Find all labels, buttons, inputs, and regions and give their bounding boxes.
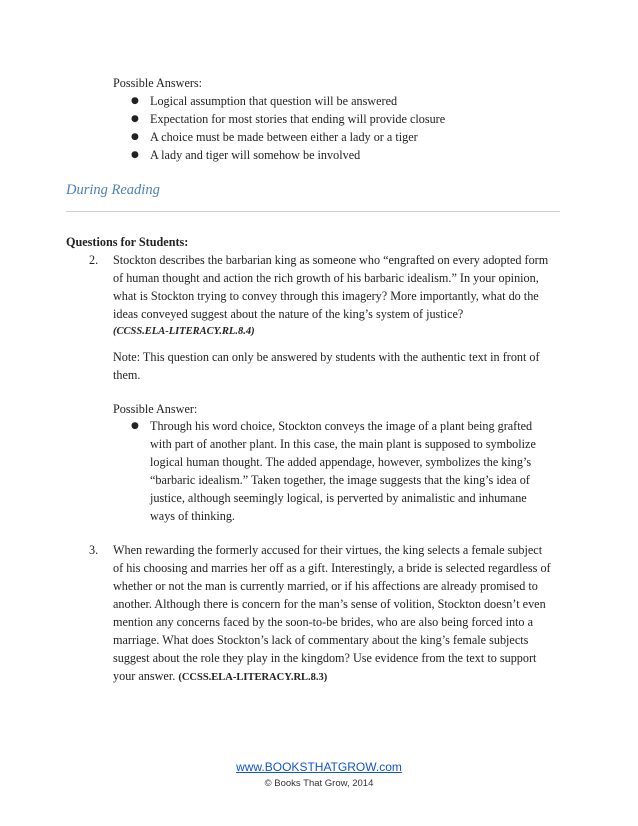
list-item: Expectation for most stories that ending will provide closure bbox=[150, 112, 446, 126]
list-item: Logical assumption that question will be answered bbox=[150, 94, 398, 108]
question-3-line: of his choosing and marries her off as a gift. Interestingly, a bride is selected regardless of bbox=[113, 561, 551, 575]
answer-line: logical human thought. The added appendage, however, symbolizes the king’s bbox=[150, 455, 532, 469]
note-line: Note: This question can only be answered by students with the authentic text in front of bbox=[113, 350, 540, 364]
heading-divider bbox=[66, 211, 560, 212]
bullet-icon: ● bbox=[131, 421, 139, 431]
question-3-line-text: your answer. bbox=[113, 669, 176, 683]
bullet-icon: ● bbox=[131, 132, 139, 142]
question-3-line: another. Although there is concern for the man’s sense of volition, Stockton doesn’t even bbox=[113, 597, 546, 611]
footer-link-row bbox=[0, 760, 638, 774]
bullet-icon: ● bbox=[131, 96, 139, 106]
possible-answers-label: Possible Answers: bbox=[113, 76, 203, 90]
bullet-icon: ● bbox=[131, 114, 139, 124]
footer-website-link[interactable]: www.BOOKSTHATGROW.com bbox=[236, 760, 402, 774]
answer-line: justice, although seemingly logical, is perverted by animalistic and inhumane bbox=[150, 491, 527, 505]
possible-answer-label: Possible Answer: bbox=[113, 402, 198, 416]
question-2-line: Stockton describes the barbarian king as someone who “engrafted on every adopted form bbox=[113, 253, 549, 267]
standard-citation: (CCSS.ELA-LITERACY.RL.8.3) bbox=[178, 672, 328, 683]
section-heading: During Reading bbox=[66, 182, 160, 198]
answer-line: ways of thinking. bbox=[150, 509, 235, 523]
note-line: them. bbox=[113, 368, 141, 382]
bullet-icon: ● bbox=[131, 150, 139, 160]
footer-copyright: © Books That Grow, 2014 bbox=[264, 778, 374, 789]
answer-line: “barbaric idealism.” Taken together, the image suggests that the king’s idea of bbox=[150, 473, 530, 487]
question-3-line: suggest about the role they play in the kingdom? Use evidence from the text to support bbox=[113, 651, 537, 665]
answer-line: with part of another plant. In this case, the main plant is supposed to symbolize bbox=[150, 437, 536, 451]
question-3-line: When rewarding the formerly accused for their virtues, the king selects a female subject bbox=[113, 543, 543, 557]
question-3-last-line bbox=[113, 669, 327, 685]
question-3-line: whether or not the man is currently married, or if his affections are already promised to bbox=[113, 579, 538, 593]
list-item: A lady and tiger will somehow be involved bbox=[150, 148, 361, 162]
questions-heading: Questions for Students: bbox=[66, 235, 189, 249]
question-2-line: what is Stockton trying to convey through this imagery? More importantly, what do the bbox=[113, 289, 539, 303]
answer-line: Through his word choice, Stockton conveys the image of a plant being grafted bbox=[150, 419, 533, 433]
question-3-line: marriage. What does Stockton’s lack of commentary about the king’s female subjects bbox=[113, 633, 529, 647]
list-item: A choice must be made between either a lady or a tiger bbox=[150, 130, 418, 144]
question-number: 3. bbox=[89, 543, 99, 557]
question-2-line: ideas conveyed suggest about the nature of the king’s system of justice? bbox=[113, 307, 464, 321]
question-number: 2. bbox=[89, 253, 99, 267]
question-2-line: of human thought and action the rich growth of his barbaric idealism.” In your opinion, bbox=[113, 271, 539, 285]
standard-citation: (CCSS.ELA-LITERACY.RL.8.4) bbox=[113, 326, 255, 337]
question-3-line: mention any concerns faced by the soon-to-be brides, who are also being forced into a bbox=[113, 615, 533, 629]
